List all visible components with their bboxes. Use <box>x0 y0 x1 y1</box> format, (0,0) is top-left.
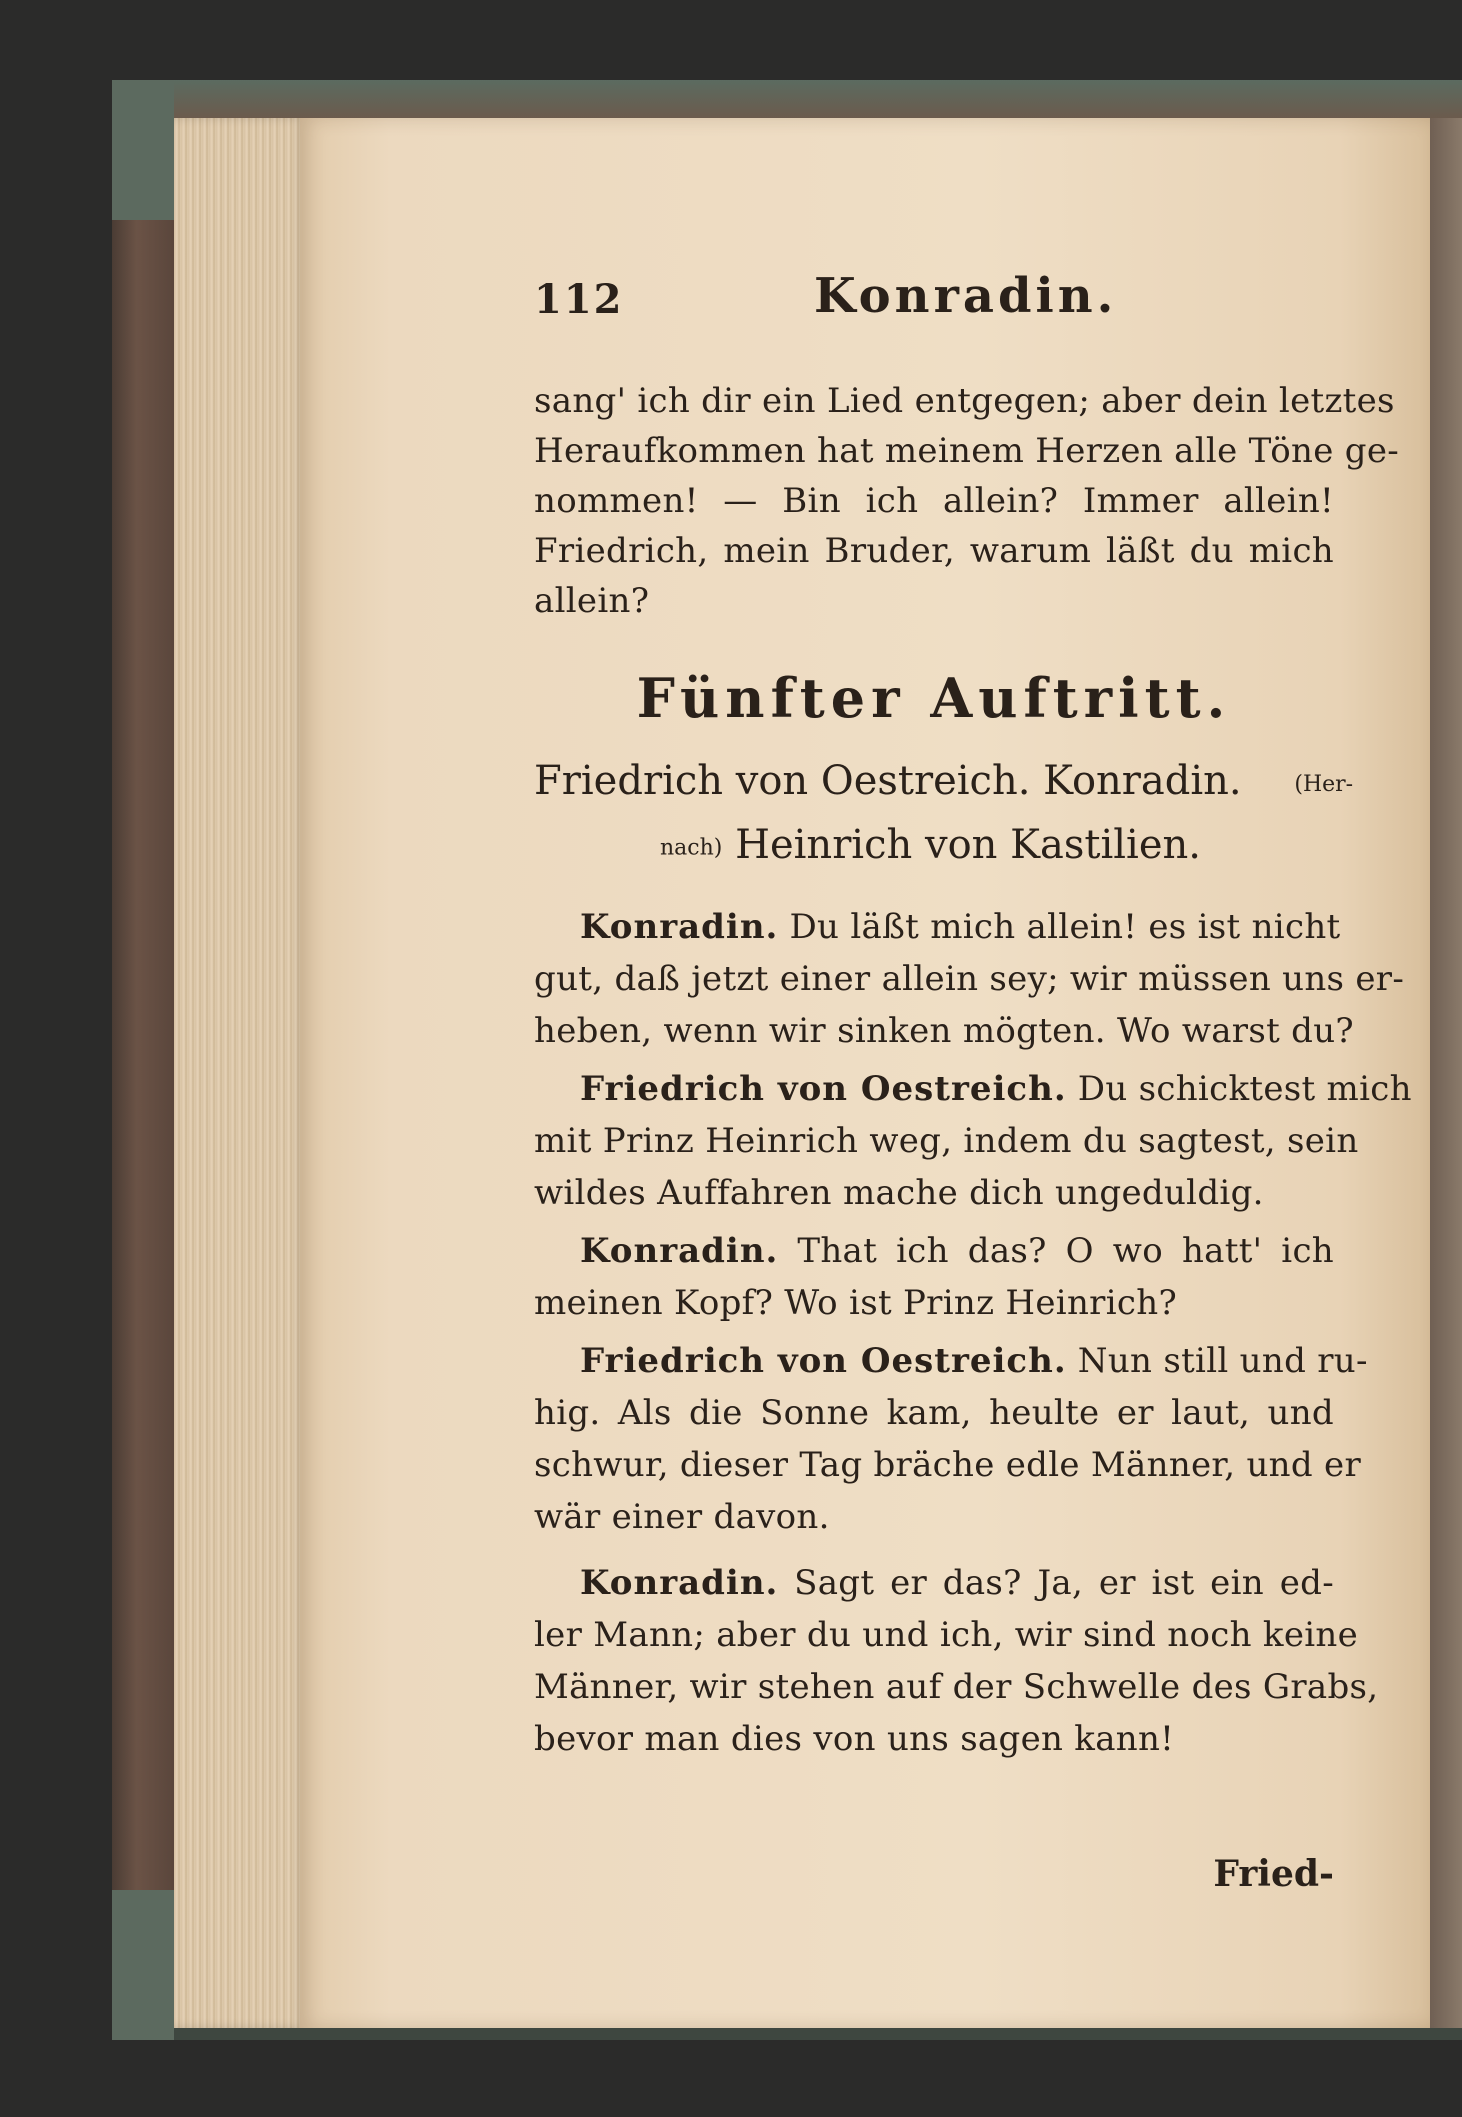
cast-line: Heinrich von Kastilien. <box>735 822 1201 868</box>
cast-list-continued <box>660 822 1334 868</box>
text-line: wildes Auffahren mache dich ungeduldig. <box>534 1173 1264 1213</box>
text-line: hig. Als die Sonne kam, heulte er laut, und <box>534 1393 1334 1433</box>
speech-line <box>580 1062 1412 1116</box>
speech-line <box>580 1224 1334 1278</box>
cast-list <box>534 758 1354 804</box>
speech-text: Nun still und ru- <box>1077 1341 1368 1381</box>
speech-line <box>580 1556 1334 1610</box>
cast-note: (Her- <box>1294 771 1354 797</box>
speech-text: Du schicktest mich <box>1077 1069 1412 1109</box>
speaker-name: Konradin. <box>580 1563 779 1603</box>
text-line: gut, daß jetzt einer allein sey; wir müssen uns er- <box>534 959 1405 999</box>
text-line: mit Prinz Heinrich weg, indem du sagtest, sein <box>534 1121 1359 1161</box>
text-line: bevor man dies von uns sagen kann! <box>534 1719 1175 1759</box>
page-block-edges <box>174 118 306 2028</box>
scene-title: Fünfter Auftritt. <box>636 666 1232 730</box>
text-line: sang' ich dir ein Lied entgegen; aber dein letztes <box>534 381 1395 421</box>
text-line: allein? <box>534 581 650 621</box>
cast-note: nach) <box>660 835 723 861</box>
facing-page-edge <box>1428 118 1462 2028</box>
text-line: Heraufkommen hat meinem Herzen alle Töne ge- <box>534 431 1400 471</box>
cover-spine-edge <box>112 80 174 2040</box>
text-line: nommen! — Bin ich allein? Immer allein! <box>534 481 1334 521</box>
text-line: meinen Kopf? Wo ist Prinz Heinrich? <box>534 1283 1177 1323</box>
cloth-corner-top <box>112 80 174 220</box>
speaker-name: Konradin. <box>580 1231 779 1271</box>
text-line: Männer, wir stehen auf der Schwelle des Grabs, <box>534 1667 1379 1707</box>
cloth-corner-bottom <box>112 1890 174 2040</box>
text-line: heben, wenn wir sinken mögten. Wo warst du? <box>534 1011 1354 1051</box>
catchword: Fried- <box>1213 1853 1334 1895</box>
book-page <box>300 118 1430 2028</box>
speech-line <box>580 900 1341 954</box>
running-title: Konradin. <box>814 268 1118 324</box>
speaker-name: Friedrich von Oestreich. <box>580 1341 1067 1381</box>
speech-text: Sagt er das? Ja, er ist ein ed- <box>794 1563 1334 1603</box>
page-content <box>534 118 1412 2028</box>
cast-line: Friedrich von Oestreich. Konradin. <box>534 758 1242 804</box>
speech-text: Du läßt mich allein! es ist nicht <box>789 907 1341 947</box>
speech-line <box>580 1334 1368 1388</box>
text-line: schwur, dieser Tag bräche edle Männer, und er <box>534 1445 1362 1485</box>
text-line: ler Mann; aber du und ich, wir sind noch keine <box>534 1615 1359 1655</box>
running-head <box>534 268 1334 328</box>
speech-text: That ich das? O wo hatt' ich <box>797 1231 1334 1271</box>
cover-top-edge <box>150 80 1462 120</box>
text-line: wär einer davon. <box>534 1497 830 1537</box>
speaker-name: Konradin. <box>580 907 779 947</box>
page-number: 112 <box>534 276 624 323</box>
text-line: Friedrich, mein Bruder, warum läßt du mich <box>534 531 1334 571</box>
speaker-name: Friedrich von Oestreich. <box>580 1069 1067 1109</box>
